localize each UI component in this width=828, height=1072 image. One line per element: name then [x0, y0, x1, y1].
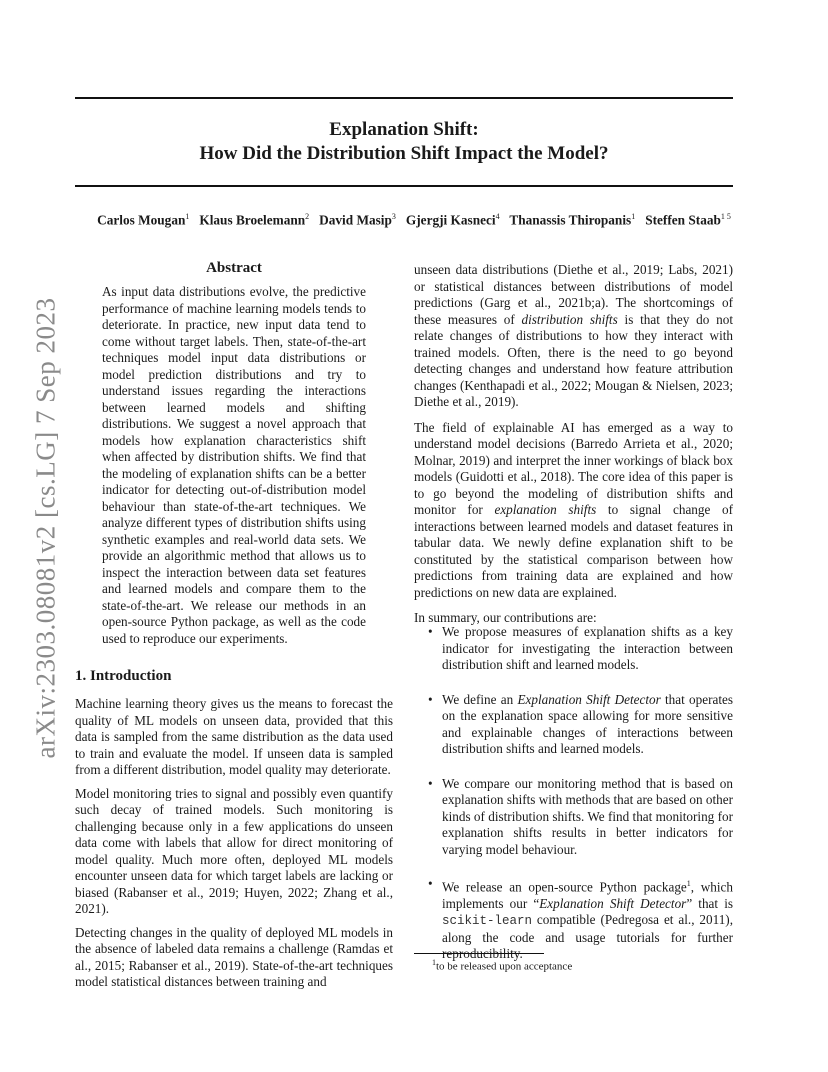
text-run: We define an: [442, 691, 518, 707]
contribution-item: [414, 692, 733, 758]
introduction-heading: 1. Introduction: [75, 668, 172, 684]
paper-title: [75, 118, 733, 166]
title-line-2: How Did the Distribution Shift Impact the Model?: [199, 143, 609, 164]
text-run: We release an open-source Python package: [442, 879, 687, 895]
footnote: [432, 958, 572, 973]
text-run: is that they do not relate changes of distributions to how they interact with trained models. Often, there is the need to go beyond detecting changes and understand how feature attribution changes (Kenthapadi et al., 2022; Mougan & Nielsen, 2023; Diethe et al., 2019).: [414, 311, 733, 409]
emphasis: distribution shifts: [521, 311, 618, 327]
author-affiliation: 1: [631, 212, 636, 221]
introduction-body: [75, 696, 393, 991]
contribution-item: [414, 776, 733, 859]
author-affiliation: 4: [495, 212, 500, 221]
title-top-rule: [75, 97, 733, 99]
bullet-icon: •: [428, 691, 433, 707]
intro-paragraph-3: Detecting changes in the quality of deployed ML models in the absence of labeled data remains a challenge (Ramdas et al., 2015; Rabanser et al., 2019). State-of-the-art techniques model statistical distances between training and: [75, 924, 393, 989]
author: David Masip: [319, 212, 392, 228]
footnote-mark: 1: [432, 958, 436, 967]
author-list: [0, 212, 828, 228]
author-affiliation: 1 5: [720, 212, 731, 221]
author-affiliation: 2: [305, 212, 310, 221]
author: Klaus Broelemann: [199, 212, 306, 228]
arxiv-side-stamp: arXiv:2303.08081v2 [cs.LG] 7 Sep 2023: [30, 297, 61, 759]
text-run: , which implements our “: [442, 879, 733, 911]
abstract-heading: Abstract: [206, 260, 262, 276]
right-paragraph-2: [414, 420, 733, 602]
author: Gjergji Kasneci: [405, 212, 496, 228]
intro-paragraph-1: Machine learning theory gives us the means to forecast the quality of ML models on unseen data, provided that this data is sampled from the same distribution as the data used to train and evaluate the model. If unseen data is sampled from a different distribution, model quality may deteriorate.: [75, 696, 393, 777]
text-run: to signal change of interactions between learned models and dataset features in tabular data. We newly define explanation shift to be constituted by the statistical comparison between how predictions from training data are explained and how predictions on new data are explained.: [414, 502, 733, 600]
emphasis: Explanation Shift Detector: [517, 691, 661, 707]
footnote-marker: 1: [686, 879, 691, 888]
abstract-body: [102, 284, 366, 647]
footnote-text: to be released upon acceptance: [436, 960, 573, 973]
text-run: compatible (Pedregosa et al., 2011), along the code and usage tutorials for further reproducibility.: [442, 912, 733, 962]
title-bottom-rule: [75, 185, 733, 187]
author: Carlos Mougan: [97, 212, 186, 228]
intro-paragraph-2: Model monitoring tries to signal and possibly even quantify such decay of trained models. Such monitoring is challenging because only in a few applications do unseen data come with labels that allow for direct monitoring of model quality. Much more often, deployed ML models encounter unseen data for which target labels are lacking or biased (Rabanser et al., 2019; Huyen, 2022; Zhang et al., 2021).: [75, 785, 393, 916]
text-run: unseen data distributions (Diethe et al., 2019; Labs, 2021) or statistical distances between distributions of model predictions (Garg et al., 2021b;a). The shortcomings of these measures of: [414, 262, 733, 327]
right-paragraph-3: In summary, our contributions are:: [414, 610, 597, 625]
bullet-icon: •: [428, 876, 433, 891]
bullet-icon: •: [428, 775, 433, 791]
contribution-item: [414, 624, 733, 674]
abstract-text: As input data distributions evolve, the predictive performance of machine learning models tends to deteriorate. In practice, new input data tend to come without target labels. Then, state-of-the-art techniques model input data distributions or model prediction distributions and try to understand issues regarding the interactions between learned models and shifting distributions. We suggest a novel approach that models how explanation characteristics shift when affected by distribution shifts. We find that the modeling of explanation shifts can be a better indicator for detecting out-of-distribution model behaviour than state-of-the-art techniques. We analyze different types of distribution shifts using synthetic examples and real-world data sets. We provide an algorithmic method that allows us to inspect the interaction between data set features and learned models and compare them to the state-of-the-art. We release our methods in an open-source Python package, as well as the code used to reproduce our experiments.: [102, 284, 366, 646]
code-text: scikit-learn: [442, 914, 533, 929]
footnote-rule: [414, 953, 544, 954]
contribution-item: [414, 876, 733, 963]
bullet-icon: •: [428, 624, 433, 639]
emphasis: Explanation Shift Detector: [539, 895, 687, 911]
text-run: The field of explainable AI has emerged as a way to understand model decisions (Barredo Arrieta et al., 2020; Molnar, 2019) and interpret the inner workings of black box models (Guidotti et al., 2018). The core idea of this paper is to go beyond the modeling of distribution shifts and monitor for: [414, 419, 733, 517]
text-run: that operates on the explanation space allowing for more sensitive and explainable changes of interactions between distribution shifts and learned models.: [442, 691, 733, 756]
author: Steffen Staab: [645, 212, 721, 228]
author-affiliation: 3: [391, 212, 396, 221]
contributions-list: [414, 624, 733, 981]
contribution-text: We compare our monitoring method that is based on explanation shifts with methods that are based on other kinds of distribution shifts. We find that monitoring for explanation shifts results in better indicators for varying model behaviour.: [442, 775, 733, 857]
right-paragraph-1: [414, 262, 733, 411]
text-run: ” that is: [686, 895, 734, 911]
contribution-text: We propose measures of explanation shifts as a key indicator for investigating the interaction between distribution shift and learned models.: [442, 624, 733, 672]
emphasis: explanation shifts: [494, 502, 597, 517]
right-column-body: [414, 262, 733, 627]
title-line-1: Explanation Shift:: [329, 119, 479, 140]
author-affiliation: 1: [185, 212, 190, 221]
author: Thanassis Thiropanis: [509, 212, 632, 228]
